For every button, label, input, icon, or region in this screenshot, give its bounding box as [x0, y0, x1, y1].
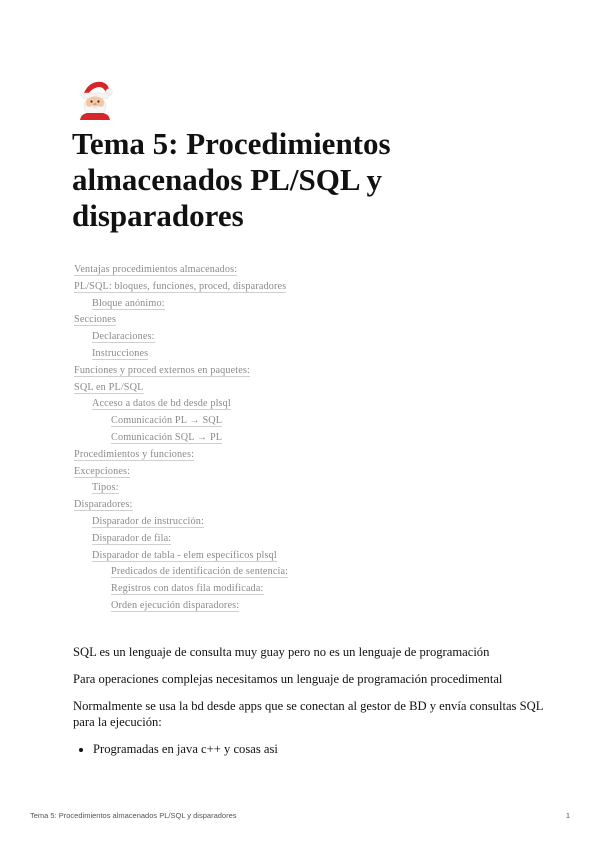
toc-link-declaraciones[interactable]: Declaraciones:: [92, 331, 155, 343]
toc-link-comunicacion-pl-sql[interactable]: Comunicación PL → SQL: [111, 415, 223, 427]
santa-claus-emoji-icon: [75, 78, 115, 120]
paragraph: Para operaciones complejas necesitamos un lenguaje de programación procedimental: [73, 672, 503, 686]
toc-link-predicados[interactable]: Predicados de identificación de sentencia:: [111, 566, 289, 578]
toc-link-ventajas[interactable]: Ventajas procedimientos almacenados:: [74, 264, 238, 275]
toc-link-procedimientos-funciones[interactable]: Procedimientos y funciones:: [74, 448, 195, 460]
toc-link-acceso-datos[interactable]: Acceso a datos de bd desde plsql: [92, 398, 231, 410]
bullet-list: [73, 741, 543, 757]
paragraph: SQL es un lenguaje de consulta muy guay pero no es un lenguaje de programación: [73, 645, 490, 659]
toc-link-bloque-anonimo[interactable]: Bloque anónimo:: [92, 297, 165, 309]
list-item: • Programadas en java c++ y cosas asi: [93, 741, 543, 757]
toc-link-comunicacion-sql-pl[interactable]: Comunicación SQL → PL: [111, 431, 223, 443]
toc-link-disparador-fila[interactable]: Disparador de fila:: [92, 532, 172, 544]
toc-link-disparador-instruccion[interactable]: Disparador de instrucción:: [92, 515, 204, 527]
page-content: [73, 644, 543, 757]
page-number: 1: [565, 811, 570, 820]
toc-link-sql-en-plsql[interactable]: SQL en PL/SQL: [74, 381, 144, 393]
page-title: Tema 5: Procedimientos almacenados PL/SQL y disparadores: [72, 126, 391, 233]
page-footer: [30, 811, 570, 820]
paragraph: Normalmente se usa la bd desde apps que se conectan al gestor de BD y envía consultas SQL para la ejecución:: [73, 699, 543, 729]
toc-link-tipos[interactable]: Tipos:: [92, 482, 119, 494]
toc-link-plsql-bloques[interactable]: PL/SQL: bloques, funciones, proced, disparadores: [74, 280, 287, 292]
toc-link-excepciones[interactable]: Excepciones:: [74, 465, 131, 477]
toc-link-registros[interactable]: Registros con datos fila modificada:: [111, 583, 264, 595]
toc-link-disparadores[interactable]: Disparadores:: [74, 499, 133, 511]
toc-link-secciones[interactable]: Secciones: [74, 314, 117, 326]
toc-link-instrucciones[interactable]: Instrucciones: [92, 347, 149, 359]
toc-link-funciones-paquetes[interactable]: Funciones y proced externos en paquetes:: [74, 364, 251, 376]
table-of-contents: [74, 262, 394, 615]
toc-link-disparador-tabla[interactable]: Disparador de tabla - elem específicos plsql: [92, 549, 277, 561]
toc-link-orden-ejecucion[interactable]: Orden ejecución disparadores:: [111, 599, 240, 611]
footer-title: Tema 5: Procedimientos almacenados PL/SQL y disparadores: [30, 811, 237, 820]
